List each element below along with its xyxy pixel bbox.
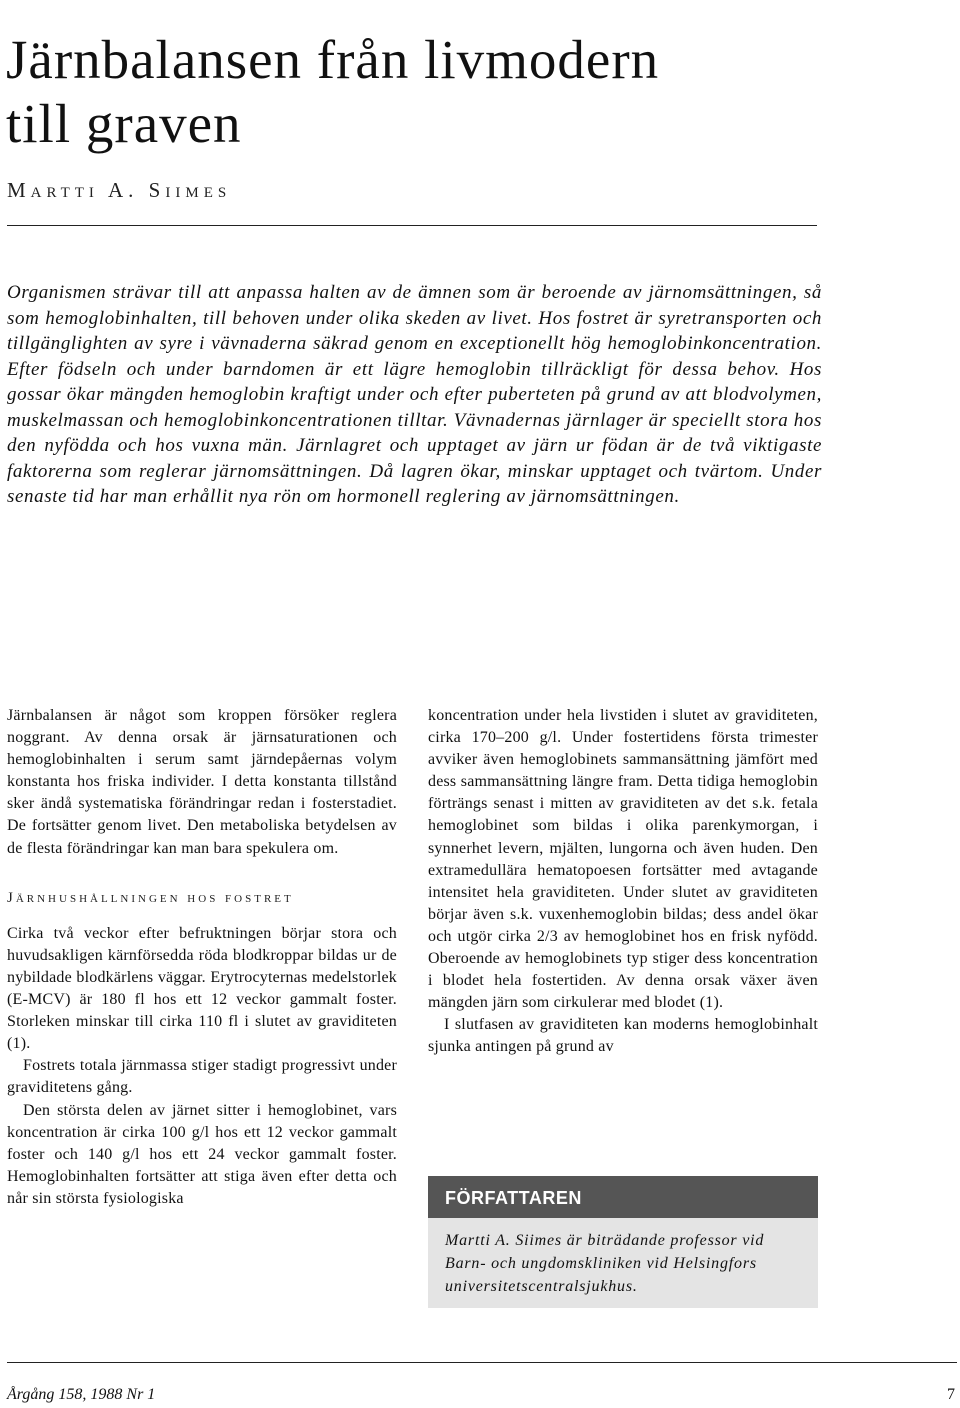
intro-paragraph: Järnbalansen är något som kroppen försöker reglera noggrant. Av denna orsak är järnsaturationen och hemoglobinhalten i serum samt järndepåernas volym konstanta hos friska individer. I detta konstanta tillstånd sker ändå systematiska förändringar redan i fosterstadiet. De fortsätter genom livet. Den metaboliska betydelsen av de flesta förändringar kan man bara spekulera om.: [7, 707, 397, 857]
body-paragraph-3-continued: koncentration under hela livstiden i slutet av graviditeten, cirka 170–200 g/l. Under fostertidens första trimester avviker även hemoglobinets sammansättning jämfört med dess sammansättning längre fram. Detta tidiga hemoglobin förträngs senast i mitten av graviditeten av det s.k. fetala hemoglobinet som bildas i olika parenkymorgan, i synnerhet levern, mjälten, lungorna och även huden. Den extramedullära hematopoesen fortsätter med avtagande intensitet hela graviditeten. Under slutet av graviditeten börjar även s.k. vuxenhemoglobin bildas; dess andel ökar och utgör cirka 2/3 av hemoglobinet hos en frisk nyfödd. Oberoende av hemoglobinets typ stiger dess koncentration i blodet hela fostertiden. Av denna orsak växer även mängden järn som cirkulerar med blodet (1).: [428, 707, 818, 1012]
body-paragraph-2: Fostrets totala järnmassa stiger stadigt progressivt under graviditetens gång.: [7, 1057, 397, 1097]
title-line-1: Järnbalansen från livmodern: [6, 29, 660, 90]
body-paragraph-3-start: Den största delen av järnet sitter i hemoglobinet, vars koncentration är cirka 100 g/l hos ett 12 veckor gammalt foster och 140 g/l hos ett 24 veckor gammalt foster. Hemoglobinhalten fortsätter att stiga även efter detta och når sin största fysiologiska: [7, 1101, 397, 1207]
footer-divider: [7, 1362, 957, 1363]
lead-paragraph: Organismen strävar till att anpassa halten av de ämnen som är beroende av järnomsättningen, så som hemoglobinhalten, till behoven under olika skeden av livet. Hos fostret är syretransporten och tillgänglighten av syre i vävnaderna säkrad genom en exceptionellt hög hemoglobinkoncentration. Efter födseln och under barndomen är ett lägre hemoglobin tillräckligt för dessa behov. Hos gossar ökar mängden hemoglobin kraftigt under och efter puberteten på grund av att blodvolymen, muskelmassan och hemoglobinkoncentrationen tilltar. Vävnadernas järnlager är speciellt stora hos den nyfödda och hos vuxna män. Järnlagret och upptaget av järn ur födan är de två viktigaste faktorerna som reglerar järnomsättningen. Då lagren ökar, minskar upptaget och tvärtom. Under senaste tid har man erhållit nya rön om hormonell reglering av järnomsättningen.: [7, 282, 822, 507]
body-column-right: [428, 705, 818, 1059]
body-paragraph-4: I slutfasen av graviditeten kan moderns hemoglobinhalt sjunka antingen på grund av: [428, 1016, 818, 1056]
body-column-left: [7, 705, 397, 1210]
page-number: 7: [947, 1386, 955, 1403]
header-divider: [7, 225, 817, 226]
title-line-2: till graven: [6, 93, 242, 154]
body-paragraph-1: Cirka två veckor efter befruktningen börjar stora och huvudsakligen kärnförsedda röda blodkroppar bildas ur de nybildade blodkärlens väggar. Erytrocyternas medelstorlek (E-MCV) är 180 fl hos ett 12 veckor gammalt foster. Storleken minskar till cirka 110 fl i slutet av graviditeten (1).: [7, 924, 397, 1053]
author-box-text: Martti A. Siimes är biträdande professor vid Barn- och ungdomskliniken vid Helsingfors universitetscentralsjukhus.: [445, 1232, 765, 1295]
author-box-header: FÖRFATTAREN: [428, 1176, 818, 1218]
article-title: [6, 28, 906, 156]
journal-issue: Årgång 158, 1988 Nr 1: [7, 1386, 156, 1403]
author-info-box: [428, 1176, 818, 1308]
section-heading: Järnhushållningen hos fostret: [7, 889, 294, 906]
author-name: Martti A. Siimes: [7, 178, 232, 202]
